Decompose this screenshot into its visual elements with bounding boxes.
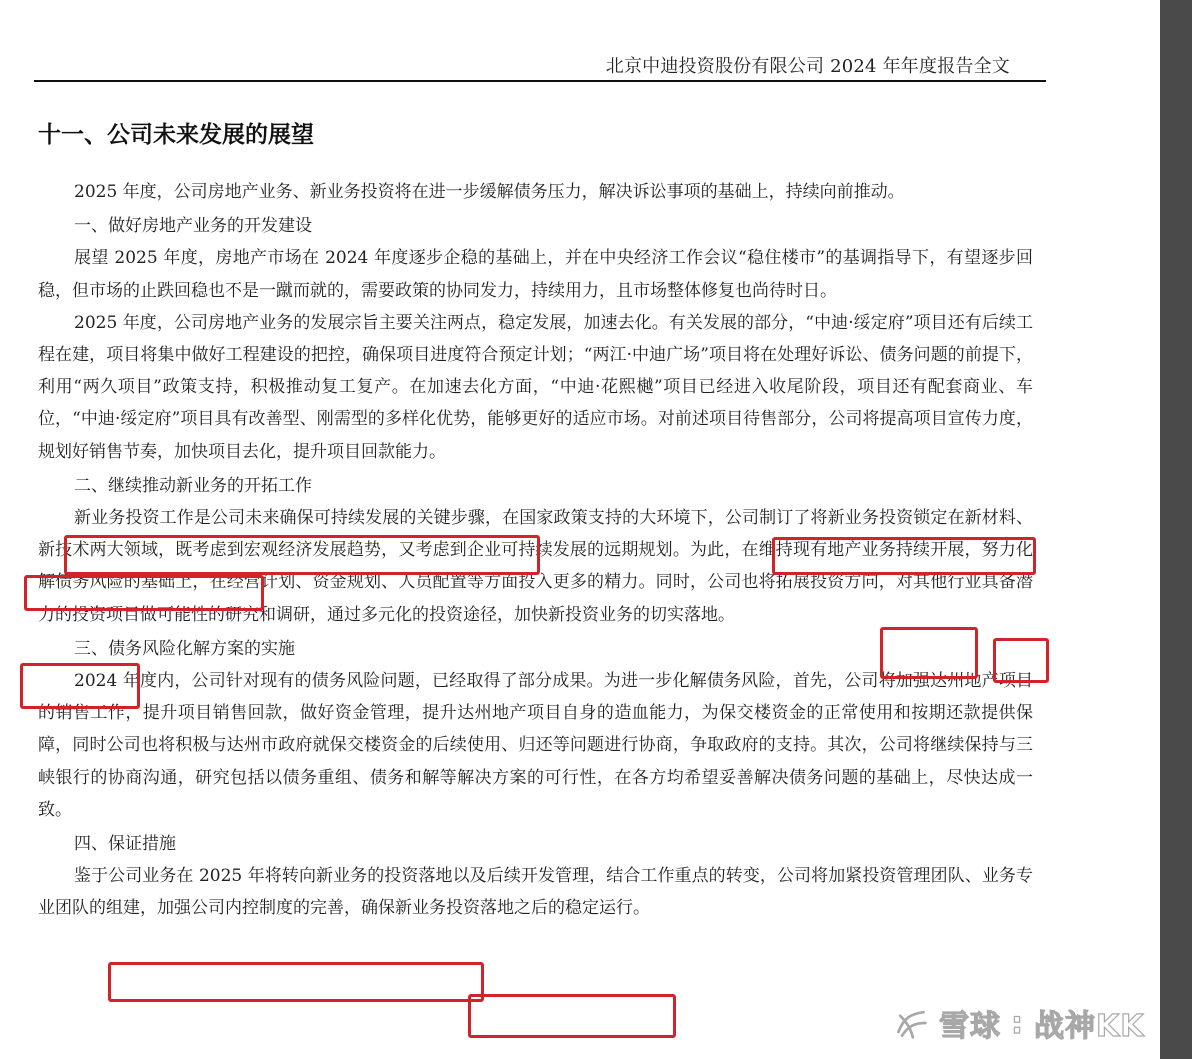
paragraph-market-outlook: 展望 2025 年度，房地产市场在 2024 年度逐步企稳的基础上，并在中央经济工作会议“稳住楼市”的基调指导下，有望逐步回稳，但市场的止跌回稳也不是一蹴而就的，需要政策的协同发力，持续用力，且市场整体修复也尚待时日。 [38, 248, 1033, 301]
highlight-box [468, 994, 676, 1038]
section-title: 十一、公司未来发展的展望 [38, 122, 314, 148]
intro-paragraph: 2025 年度，公司房地产业务、新业务投资将在进一步缓解债务压力，解决诉讼事项的基础上，持续向前推动。 [74, 182, 905, 202]
subheading-debt-risk: 三、债务风险化解方案的实施 [74, 638, 295, 659]
watermark-separator: : [1011, 1005, 1024, 1041]
header-divider [34, 80, 1046, 82]
report-body [38, 176, 1033, 925]
subheading-safeguards: 四、保证措施 [74, 834, 176, 855]
report-header: 北京中迪投资股份有限公司 2024 年年度报告全文 [605, 56, 1010, 77]
paragraph-debt-risk: 2024 年度内，公司针对现有的债务风险问题，已经取得了部分成果。为进一步化解债务风险，首先，公司将加强达州地产项目的销售工作，提升项目销售回款，做好资金管理，提升达州地产项目自身的造血能力，为保交楼资金的正常使用和按期还款提供保障，同时公司也将积极与达州市政府就保交楼资金的后续使用、归还等问题进行协商，争取政府的支持。其次，公司将继续保持与三峡银行的协商沟通，研究包括以债务重组、债务和解等解决方案的可行性，在各方均希望妥善解决债务问题的基础上，尽快达成一致。 [38, 671, 1033, 820]
paragraph-real-estate-plan: 2025 年度，公司房地产业务的发展宗旨主要关注两点，稳定发展，加速去化。有关发展的部分，“中迪·绥定府”项目还有后续工程在建，项目将集中做好工程建设的把控，确保项目进度符合预定计划；“两江·中迪广场”项目将在处理好诉讼、债务问题的前提下，利用“两久项目”政策支持，积极推动复工复产。在加速去化方面，“中迪·花熙樾”项目已经进入收尾阶段，项目还有配套商业、车位，“中迪·绥定府”项目具有改善型、刚需型的多样化优势，能够更好的适应市场。对前述项目待售部分，公司将提高项目宣传力度，规划好销售节奏，加快项目去化，提升项目回款能力。 [38, 312, 1033, 462]
subheading-real-estate: 一、做好房地产业务的开发建设 [74, 216, 312, 237]
paragraph-new-business: 新业务投资工作是公司未来确保可持续发展的关键步骤，在国家政策支持的大环境下，公司制订了将新业务投资锁定在新材料、新技术两大领域，既考虑到宏观经济发展趋势，又考虑到企业可持续发展的远期规划。为此，在维持现有地产业务持续开展，努力化解债务风险的基础上，在经营计划、资金规划、人员配置等方面投入更多的精力。同时，公司也将拓展投资方向，对其他行业具备潜力的投资项目做可能性的研究和调研，通过多元化的投资途径，加快新投资业务的切实落地。 [38, 508, 1033, 625]
paragraph-safeguards: 鉴于公司业务在 2025 年将转向新业务的投资落地以及后续开发管理，结合工作重点的转变，公司将加紧投资管理团队、业务专业团队的组建，加强公司内控制度的完善，确保新业务投资落地之后的稳定运行。 [38, 866, 1033, 919]
subheading-new-business: 二、继续推动新业务的开拓工作 [74, 475, 312, 496]
watermark-brand: 雪球 [939, 1009, 1001, 1044]
watermark [893, 1000, 1145, 1046]
highlight-box [108, 962, 484, 1002]
viewer-side-bar [1160, 0, 1192, 1059]
snowball-logo-icon [893, 1005, 929, 1041]
watermark-author: 战神KK [1034, 1009, 1145, 1044]
